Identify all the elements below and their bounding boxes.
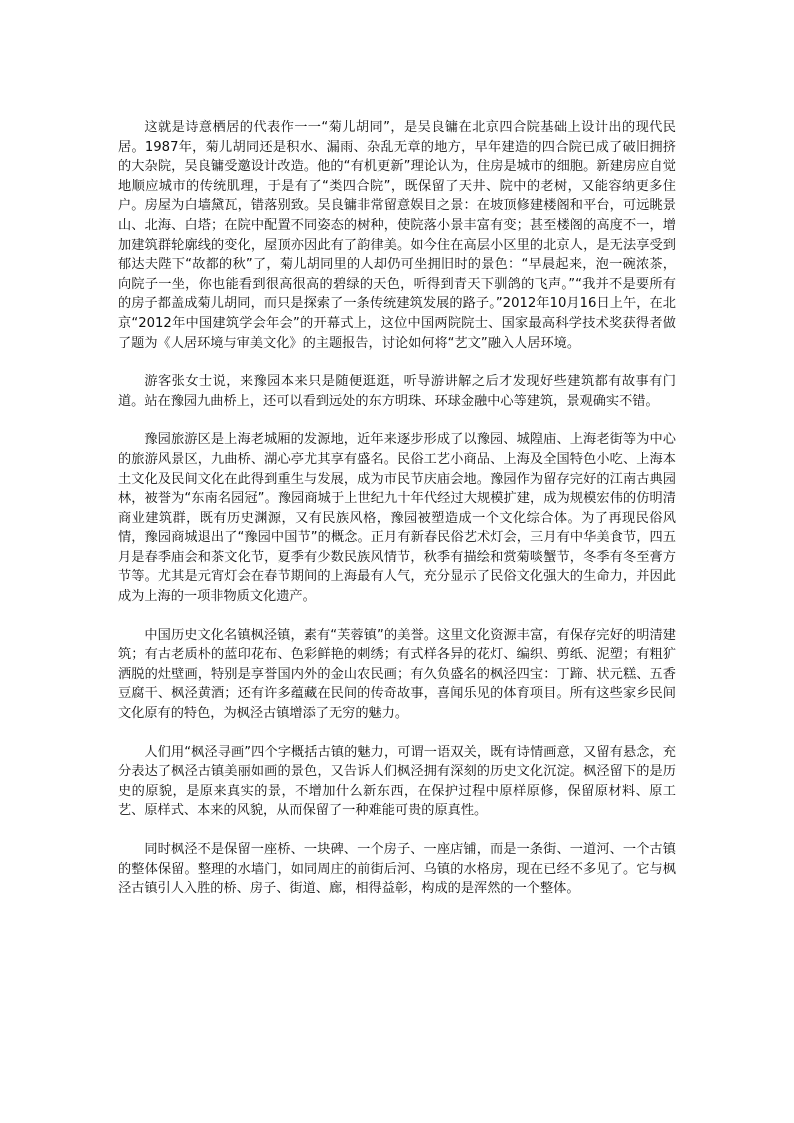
paragraph-tourist-zhang: 游客张女士说，来豫园本来只是随便逛逛，听导游讲解之后才发现好些建筑都有故事有门道。站在豫园九曲桥上，还可以看到远处的东方明珠、环球金融中心等建筑，景观确实不错。 [118,374,676,409]
document-page [118,118,676,918]
paragraph-fengjing-preservation: 同时枫泾不是保留一座桥、一块碑、一个房子、一座店铺，而是一条街、一道河、一个古镇的整体保留。整理的水墙门，如同周庄的前街后河、乌镇的水格房，现在已经不多见了。它与枫泾古镇引人入胜的桥、房子、街道、廊，相得益彰，构成的是浑然的一个整体。 [118,842,676,897]
paragraph-fengjing-town: 中国历史文化名镇枫泾镇，素有“芙蓉镇”的美誉。这里文化资源丰富，有保存完好的明清建筑；有古老质朴的蓝印花布、色彩鲜艳的刺绣；有式样各异的花灯、编织、剪纸、泥塑；有粗犷洒脱的灶壁画，特别是享誉国内外的金山农民画；有久负盛名的枫泾四宝：丁蹄、状元糕、五香豆腐干、枫泾黄酒；还有许多蕴藏在民间的传奇故事，喜闻乐见的体育项目。所有这些家乡民间文化原有的特色，为枫泾古镇增添了无穷的魅力。 [118,627,676,722]
paragraph-fengjing-painting: 人们用“枫泾寻画”四个字概括古镇的魅力，可谓一语双关，既有诗情画意，又留有悬念，充分表达了枫泾古镇美丽如画的景色，又告诉人们枫泾拥有深刻的历史文化沉淀。枫泾留下的是历史的原貌，是原来真实的景，不增加什么新东西，在保护过程中原样原修，保留原材料、原工艺、原样式、本来的风貌，从而保留了一种难能可贵的原真性。 [118,744,676,819]
paragraph-juer-hutong: 这就是诗意栖居的代表作一一“菊儿胡同”，是吴良镛在北京四合院基础上设计出的现代民居。1987年，菊儿胡同还是积水、漏雨、杂乱无章的地方，早年建造的四合院已成了破旧拥挤的大杂院，吴良镛受邀设计改造。他的“有机更新”理论认为，住房是城市的细胞。新建房应自觉地顺应城市的传统肌理，于是有了“类四合院”，既保留了天井、院中的老树，又能容纳更多住户。房屋为白墙黛瓦，错落别致。吴良镛非常留意娱目之景：在坡顶修建楼阁和平台，可远眺景山、北海、白塔；在院中配置不同姿态的树种，使院落小景丰富有变；甚至楼阁的高度不一，增加建筑群轮廓线的变化，屋顶亦因此有了韵律美。如今住在高层小区里的北京人，是无法享受到郁达夫陛下“故都的秋”了，菊儿胡同里的人却仍可坐拥旧时的景色：“早晨起来，泡一碗浓茶，向院子一坐，你也能看到很高很高的碧绿的天色，听得到青天下驯鸽的飞声。”“我并不是要所有的房子都盖成菊儿胡同，而只是探索了一条传统建筑发展的路子。”2012年10月16日上午，在北京“2012年中国建筑学会年会”的开幕式上，这位中国两院院士、国家最高科学技术奖获得者做了题为《人居环境与审美文化》的主题报告，讨论如何将“艺文”融入人居环境。 [118,120,676,351]
paragraph-yuyuan: 豫园旅游区是上海老城厢的发源地，近年来逐步形成了以豫园、城隍庙、上海老街等为中心的旅游风景区，九曲桥、湖心亭尤其享有盛名。民俗工艺小商品、上海及全国特色小吃、上海本土文化及民间文化在此得到重生与发展，成为市民节庆庙会地。豫园作为留存完好的江南古典园林，被誉为“东南名园冠”。豫园商城于上世纪九十年代经过大规模扩建，成为规模宏伟的仿明清商业建筑群，既有历史渊源，又有民族风格，豫园被塑造成一个文化综合体。为了再现民俗风情，豫园商城退出了“豫园中国节”的概念。正月有新春民俗艺术灯会，三月有中华美食节，四五月是春季庙会和茶文化节，夏季有少数民族风情节，秋季有描绘和赏菊啖蟹节，冬季有冬至膏方节等。尤其是元宵灯会在春节期间的上海最有人气，充分显示了民俗文化强大的生命力，并因此成为上海的一项非物质文化遗产。 [118,432,676,605]
